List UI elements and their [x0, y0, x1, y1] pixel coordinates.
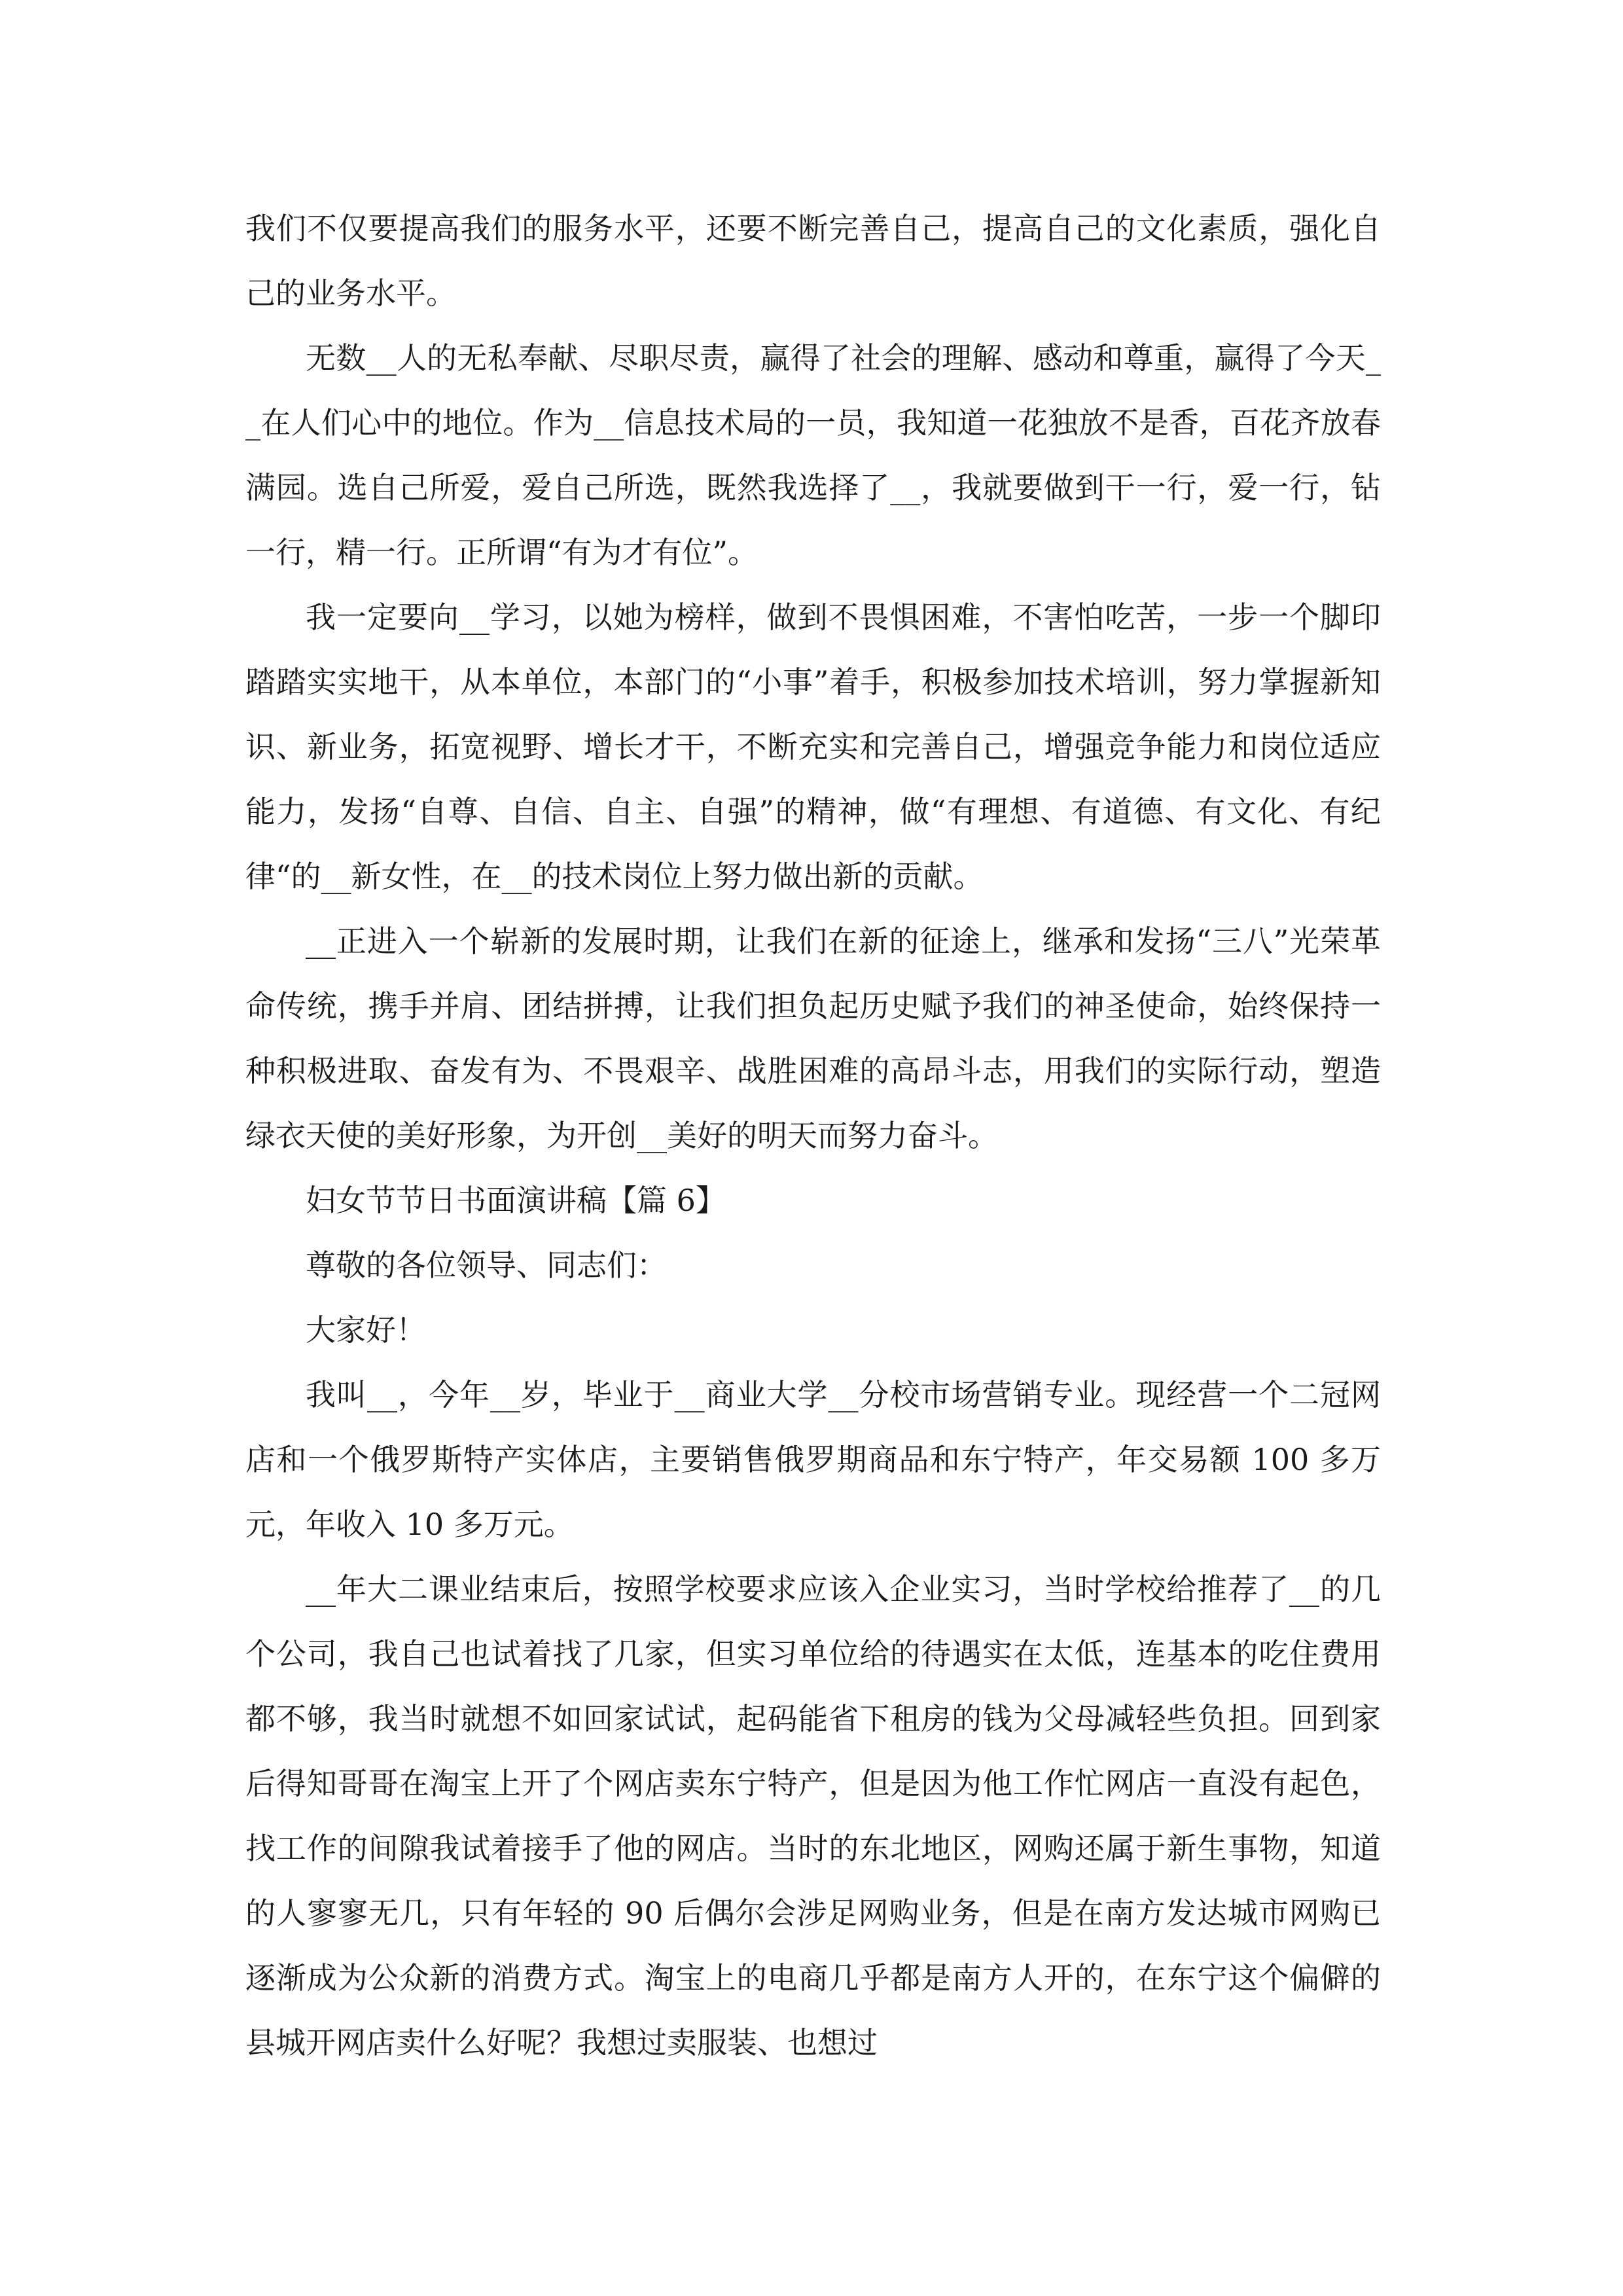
paragraph-4: __正进入一个崭新的发展时期，让我们在新的征途上，继承和发扬“三八”光荣革命传统，携手并肩、团结拼搏，让我们担负起历史赋予我们的神圣使命，始终保持一种积极进取、奋发有为、不畏艰辛、战胜困难的高昂斗志，用我们的实际行动，塑造绿衣天使的美好形象，为开创__美好的明天而努力奋斗。 [245, 924, 1381, 1153]
paragraph-3: 我一定要向__学习，以她为榜样，做到不畏惧困难，不害怕吃苦，一步一个脚印踏踏实实地干，从本单位，本部门的“小事”着手，积极参加技术培训，努力掌握新知识、新业务，拓宽视野、增长才干，不断充实和完善自己，增强竞争能力和岗位适应能力，发扬“自尊、自信、自主、自强”的精神，做“有理想、有道德、有文化、有纪律“的__新女性，在__的技术岗位上努力做出新的贡献。 [245, 600, 1381, 894]
paragraph-2: 无数__人的无私奉献、尽职尽责，赢得了社会的理解、感动和尊重，赢得了今天__在人们心中的地位。作为__信息技术局的一员，我知道一花独放不是香，百花齐放春满园。选自己所爱，爱自己所选，既然我选择了__，我就要做到干一行，爱一行，钻一行，精一行。正所谓“有为才有位”。 [245, 340, 1381, 570]
paragraph-9: __年大二课业结束后，按照学校要求应该入企业实习，当时学校给推荐了__的几个公司，我自己也试着找了几家，但实习单位给的待遇实在太低，连基本的吃住费用都不够，我当时就想不如回家试试，起码能省下租房的钱为父母减轻些负担。回到家后得知哥哥在淘宝上开了个网店卖东宁特产，但是因为他工作忙网店一直没有起色，找工作的间隙我试着接手了他的网店。当时的东北地区，网购还属于新生事物，知道的人寥寥无几，只有年轻的 90 后偶尔会涉足网购业务，但是在南方发达城市网购已逐渐成为公众新的消费方式。淘宝上的电商几乎都是南方人开的，在东宁这个偏僻的县城开网店卖什么好呢？我想过卖服装、也想过 [245, 1571, 1381, 2060]
salutation: 尊敬的各位领导、同志们： [306, 1247, 667, 1283]
section-heading: 妇女节节日书面演讲稿【篇 6】 [306, 1183, 726, 1218]
paragraph-8: 我叫__，今年__岁，毕业于__商业大学__分校市场营销专业。现经营一个二冠网店和一个俄罗斯特产实体店，主要销售俄罗期商品和东宁特产，年交易额 100 多万元，年收入 10 多万元。 [245, 1377, 1381, 1542]
document-body [245, 196, 1381, 2075]
greeting: 大家好！ [306, 1312, 426, 1348]
paragraph-1: 我们不仅要提高我们的服务水平，还要不断完善自己，提高自己的文化素质，强化自己的业务水平。 [245, 211, 1381, 311]
